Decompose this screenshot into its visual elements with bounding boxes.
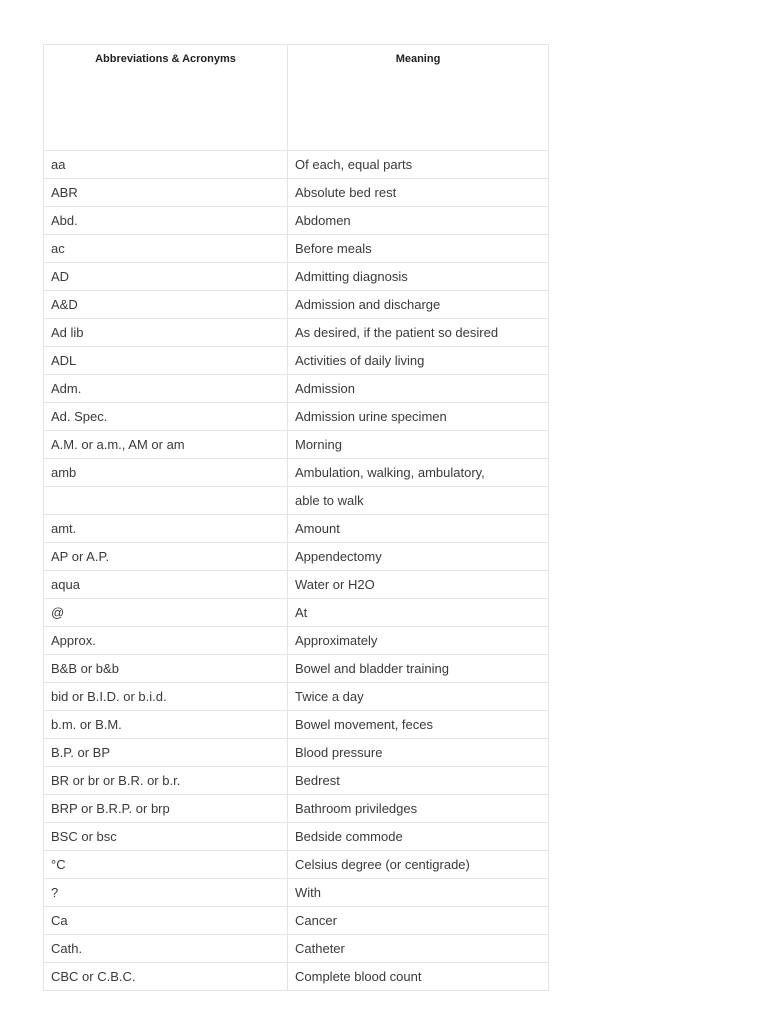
abbreviation-cell: AD: [44, 263, 288, 291]
abbreviation-cell: aa: [44, 151, 288, 179]
meaning-cell: Bedrest: [288, 767, 549, 795]
table-row: [44, 515, 549, 543]
abbreviation-cell: °C: [44, 851, 288, 879]
meaning-cell: Ambulation, walking, ambulatory,: [288, 459, 549, 487]
abbreviation-cell: amt.: [44, 515, 288, 543]
table-row: [44, 459, 549, 487]
meaning-cell: Appendectomy: [288, 543, 549, 571]
table-row: [44, 375, 549, 403]
table-row: [44, 683, 549, 711]
header-meaning: Meaning: [288, 45, 549, 151]
table-row: [44, 207, 549, 235]
table-row: [44, 543, 549, 571]
abbreviation-cell: ABR: [44, 179, 288, 207]
meaning-cell: Of each, equal parts: [288, 151, 549, 179]
table-row: [44, 431, 549, 459]
abbreviation-cell: B.P. or BP: [44, 739, 288, 767]
meaning-cell: Bedside commode: [288, 823, 549, 851]
table-row: [44, 655, 549, 683]
abbreviation-cell: ac: [44, 235, 288, 263]
meaning-cell: Blood pressure: [288, 739, 549, 767]
abbreviation-cell: BSC or bsc: [44, 823, 288, 851]
meaning-cell: Admission urine specimen: [288, 403, 549, 431]
abbreviation-cell: b.m. or B.M.: [44, 711, 288, 739]
table-row: [44, 851, 549, 879]
meaning-cell: Celsius degree (or centigrade): [288, 851, 549, 879]
table-row: [44, 235, 549, 263]
abbreviation-cell: ?: [44, 879, 288, 907]
table-row: [44, 795, 549, 823]
table-row: [44, 767, 549, 795]
abbreviation-cell: @: [44, 599, 288, 627]
table-row: [44, 263, 549, 291]
abbreviation-cell: aqua: [44, 571, 288, 599]
abbreviations-table: [43, 44, 549, 991]
meaning-cell: Activities of daily living: [288, 347, 549, 375]
meaning-cell: Cancer: [288, 907, 549, 935]
table-row: [44, 627, 549, 655]
meaning-cell: Catheter: [288, 935, 549, 963]
table-row: [44, 403, 549, 431]
meaning-cell: Abdomen: [288, 207, 549, 235]
table-row: [44, 179, 549, 207]
table-row: [44, 879, 549, 907]
table-row: [44, 823, 549, 851]
abbreviation-cell: Ca: [44, 907, 288, 935]
meaning-cell: Morning: [288, 431, 549, 459]
meaning-cell: Bathroom priviledges: [288, 795, 549, 823]
meaning-cell: Water or H2O: [288, 571, 549, 599]
abbreviation-cell: bid or B.I.D. or b.i.d.: [44, 683, 288, 711]
abbreviation-cell: Ad. Spec.: [44, 403, 288, 431]
table-row: [44, 599, 549, 627]
meaning-cell: With: [288, 879, 549, 907]
header-abbreviations: Abbreviations & Acronyms: [44, 45, 288, 151]
table-row: [44, 347, 549, 375]
abbreviation-cell: BRP or B.R.P. or brp: [44, 795, 288, 823]
table-row: [44, 487, 549, 515]
meaning-cell: Bowel movement, feces: [288, 711, 549, 739]
table-row: [44, 963, 549, 991]
meaning-cell: Absolute bed rest: [288, 179, 549, 207]
abbreviation-cell: B&B or b&b: [44, 655, 288, 683]
abbreviation-cell: Cath.: [44, 935, 288, 963]
meaning-cell: At: [288, 599, 549, 627]
meaning-cell: Admission and discharge: [288, 291, 549, 319]
meaning-cell: Approximately: [288, 627, 549, 655]
meaning-cell: Bowel and bladder training: [288, 655, 549, 683]
abbreviation-cell: BR or br or B.R. or b.r.: [44, 767, 288, 795]
table-row: [44, 571, 549, 599]
meaning-cell: Twice a day: [288, 683, 549, 711]
abbreviation-cell: Approx.: [44, 627, 288, 655]
meaning-cell: As desired, if the patient so desired: [288, 319, 549, 347]
abbreviation-cell: CBC or C.B.C.: [44, 963, 288, 991]
table-body: [44, 151, 549, 991]
abbreviation-cell: A&D: [44, 291, 288, 319]
meaning-cell: Before meals: [288, 235, 549, 263]
meaning-cell: able to walk: [288, 487, 549, 515]
abbreviation-cell: Abd.: [44, 207, 288, 235]
table-row: [44, 711, 549, 739]
abbreviation-cell: Adm.: [44, 375, 288, 403]
meaning-cell: Complete blood count: [288, 963, 549, 991]
table-row: [44, 319, 549, 347]
abbreviation-cell: A.M. or a.m., AM or am: [44, 431, 288, 459]
abbreviation-cell: Ad lib: [44, 319, 288, 347]
abbreviation-cell: [44, 487, 288, 515]
meaning-cell: Admitting diagnosis: [288, 263, 549, 291]
table-header-row: [44, 45, 549, 151]
abbreviation-cell: AP or A.P.: [44, 543, 288, 571]
table-row: [44, 907, 549, 935]
meaning-cell: Admission: [288, 375, 549, 403]
table-row: [44, 151, 549, 179]
abbreviation-cell: ADL: [44, 347, 288, 375]
meaning-cell: Amount: [288, 515, 549, 543]
abbreviation-cell: amb: [44, 459, 288, 487]
table-row: [44, 291, 549, 319]
table-row: [44, 739, 549, 767]
table-row: [44, 935, 549, 963]
